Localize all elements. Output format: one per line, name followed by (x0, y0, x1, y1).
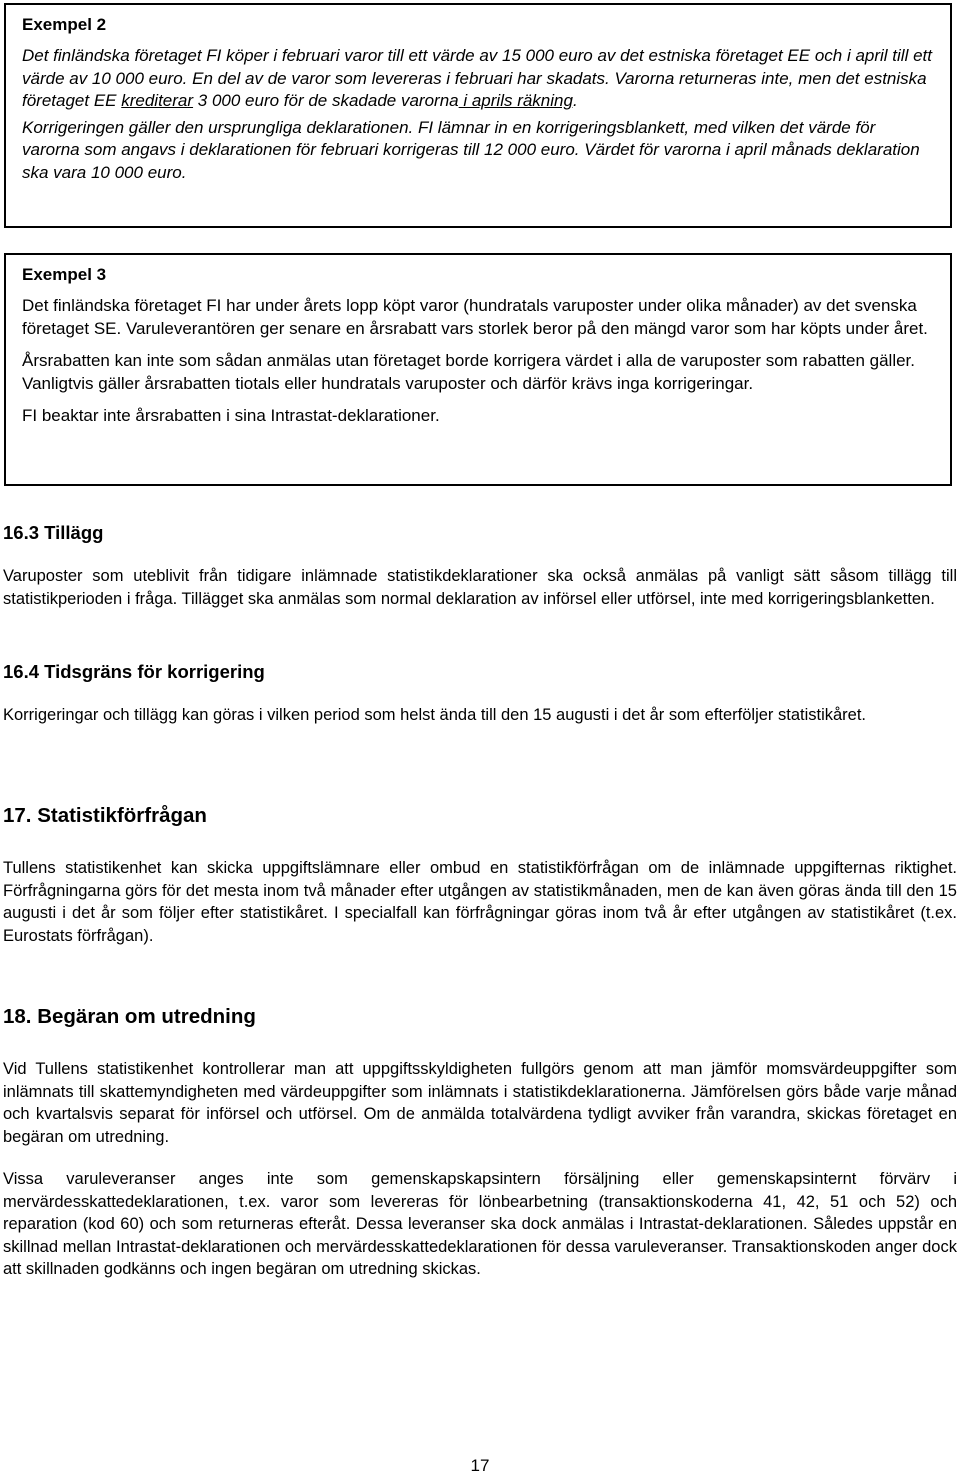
page-number: 17 (470, 1456, 490, 1475)
example-2-text-a: Det finländska företaget FI köper i februari varor till ett värde av 15 000 euro av det estniska företaget EE och i april till ett värde av 10 000 euro. En del av de varor som levereras i februari har skadats. Varorna returneras inte, men det estniska företaget EE (22, 46, 932, 110)
example-3-paragraph-2: Årsrabatten kan inte som sådan anmälas utan företaget borde korrigera värdet i alla de varuposter som rabatten gäller. Vanligtvis gäller årsrabatten tiotals eller hundratals varuposter och därför krävs inga korrigeringar. (22, 351, 916, 393)
example-2-title: Exempel 2 (22, 15, 107, 34)
section-16-3-text: Varuposter som uteblivit från tidigare inlämnade statistikdeklarationer ska också anmälas på vanligt sätt såsom tillägg till statistikperioden i fråga. Tillägget ska anmälas som normal deklaration av införsel eller utförsel, inte med korrigeringsblanketten. (3, 567, 957, 608)
example-2-paragraph-2: Korrigeringen gäller den ursprungliga deklarationen. FI lämnar in en korrigeringsblankett, med vilken det värde för varorna som angavs i deklarationen för februari korrigeras till 12 000 euro. Värdet för varorna i april månads deklaration ska vara 10 000 euro. (22, 117, 920, 182)
section-18-heading: 18. Begäran om utredning (3, 1005, 256, 1028)
example-2-text-b: 3 000 euro för de skadade varorna (193, 91, 459, 110)
section-18-paragraph-1: Vid Tullens statistikenhet kontrollerar man att uppgiftsskyldigheten fullgörs genom att man jämför momsvärdeuppgifter som inlämnats till skattemyndigheten med värdeuppgifter som inlämnats i statistikdeklarationerna. Jämförelsen görs både varje månad och kvartalsvis separat för införsel och utförsel. Om de anmälda totalvärdena tydligt avviker från varandra, skickas företaget en begäran om utredning. (3, 1060, 957, 1146)
example-2-box (4, 3, 952, 228)
example-3-paragraph-3: FI beaktar inte årsrabatten i sina Intrastat-deklarationer. (22, 406, 440, 425)
aprils-rakning-underlined: i aprils räkning (458, 91, 573, 110)
section-16-4 (3, 660, 957, 727)
krediterar-underlined: krediterar (121, 91, 194, 110)
example-2-paragraph-1 (22, 45, 934, 113)
section-16-3-heading: 16.3 Tillägg (3, 522, 104, 543)
section-18 (3, 1004, 957, 1281)
section-16-4-heading: 16.4 Tidsgräns för korrigering (3, 661, 265, 682)
example-3-title: Exempel 3 (22, 265, 107, 284)
section-18-paragraph-2: Vissa varuleveranser anges inte som gemenskapskapsintern försäljning eller gemenskapsinternt förvärv i mervärdesskattedeklarationen, t.ex. varor som levereras för lönbearbetning (transaktionskoderna 41, 42, 51 och 52) och reparation (kod 60) och som returneras efteråt. Dessa leveranser ska dock anmälas i Intrastat-deklarationen. Således uppstår en skillnad mellan Intrastat-deklarationen och mervärdesskattedeklarationen för dessa varuleveranser. Transaktionskoden anger dock att skillnaden godkänns och ingen begäran om utredning skickas. (3, 1170, 957, 1278)
example-3-box (4, 253, 952, 486)
example-3-paragraph-1: Det finländska företaget FI har under årets lopp köpt varor (hundratals varuposter under olika månader) av det svenska företaget SE. Varuleverantören ger senare en årsrabatt vars storlek beror på den mängd varor som har köpts under året. (22, 296, 928, 338)
section-16-4-text: Korrigeringar och tillägg kan göras i vilken period som helst ända till den 15 augusti i det år som efterföljer statistikåret. (3, 706, 867, 724)
section-16-3 (3, 521, 957, 610)
example-2-text-c: . (572, 91, 578, 110)
section-17-text: Tullens statistikenhet kan skicka uppgiftslämnare eller ombud en statistikförfrågan om de inlämnade uppgifternas riktighet. Förfrågningarna görs för det mesta inom två månader efter utgången av statistikmånaden, men de kan även göras ända till den 15 augusti i det år som följer efter statistikåret. I specialfall kan förfrågningar göras inom två år efter utgången av statistikåret (t.ex. Eurostats förfrågan). (3, 859, 957, 945)
section-17-heading: 17. Statistikförfrågan (3, 804, 207, 827)
section-17 (3, 803, 957, 947)
